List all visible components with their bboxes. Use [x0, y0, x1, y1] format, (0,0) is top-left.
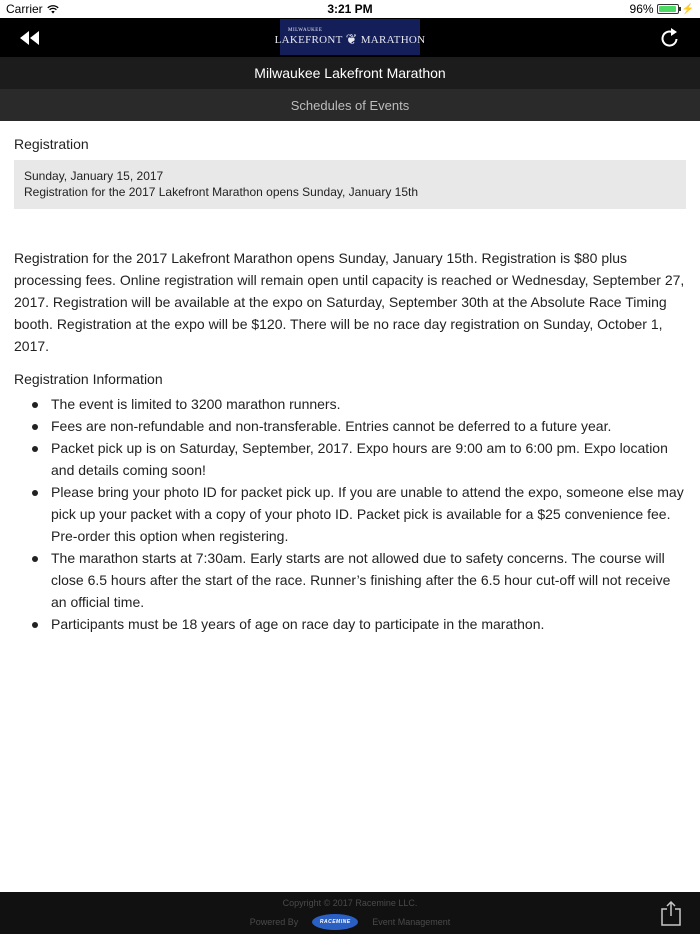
event-card — [14, 160, 686, 209]
bullet-icon — [32, 402, 38, 408]
info-list — [14, 393, 686, 635]
list-item — [14, 437, 686, 481]
list-item-text: The marathon starts at 7:30am. Early starts are not allowed due to safety concerns. The course will close 6.5 hours after the start of the race. Runner’s finishing after the 6.5 hour cut-off will not receive an official time. — [51, 550, 671, 610]
powered-by-label: Powered By — [249, 917, 299, 927]
share-icon — [660, 900, 682, 926]
clock: 3:21 PM — [327, 2, 373, 16]
bullet-icon — [32, 424, 38, 430]
share-button[interactable] — [660, 900, 682, 926]
logo-small-text: MILWAUKEE — [288, 28, 323, 33]
refresh-button[interactable] — [640, 18, 700, 57]
list-item-text: Packet pick up is on Saturday, September, 2017. Expo hours are 9:00 am to 6:00 pm. Expo location and details coming soon! — [51, 440, 668, 478]
charging-icon: ⚡ — [681, 3, 694, 15]
event-management-label: Event Management — [372, 917, 451, 927]
section-heading: Registration — [14, 136, 89, 152]
status-bar — [0, 0, 700, 18]
refresh-icon — [660, 27, 680, 49]
logo-right-text: MARATHON — [360, 34, 426, 46]
list-item-text: Fees are non-refundable and non-transferable. Entries cannot be deferred to a future year. — [51, 418, 612, 434]
list-item — [14, 393, 686, 415]
page-title: Milwaukee Lakefront Marathon — [0, 57, 700, 89]
battery-indicator — [630, 2, 694, 16]
bullet-icon — [32, 622, 38, 628]
list-item-text: The event is limited to 3200 marathon runners. — [51, 396, 341, 412]
bullet-icon — [32, 490, 38, 496]
marathon-logo — [274, 19, 426, 55]
page-subtitle: Schedules of Events — [0, 89, 700, 121]
event-date: Sunday, January 15, 2017 — [24, 169, 164, 183]
list-item-text: Please bring your photo ID for packet pick up. If you are unable to attend the expo, someone else may pick up your packet with a copy of your photo ID. Packet pick is available for a $25 convenience fee. Pre-order this option when registering. — [51, 484, 684, 544]
list-item-text: Participants must be 18 years of age on race day to participate in the marathon. — [51, 616, 545, 632]
event-summary: Registration for the 2017 Lakefront Marathon opens Sunday, January 15th — [24, 185, 419, 199]
footer — [0, 892, 700, 934]
nav-bar — [0, 18, 700, 57]
racemine-logo[interactable]: RACEMINE — [312, 914, 358, 930]
wings-icon: ❦ — [345, 32, 358, 48]
list-item — [14, 613, 686, 635]
rewind-icon — [18, 30, 42, 46]
battery-percent: 96% — [629, 2, 654, 16]
list-item — [14, 415, 686, 437]
event-description: Registration for the 2017 Lakefront Marathon opens Sunday, January 15th. Registration is $80 plus processing fees. Online registration will remain open until capacity is reached or Wednesday, September 27, 2017. Registration will be available at the expo on Saturday, September 30th at the Absolute Race Timing booth. Registration at the expo will be $120. There will be no race day registration on Sunday, October 1, 2017. — [14, 250, 685, 354]
bullet-icon — [32, 556, 38, 562]
list-item — [14, 547, 686, 613]
back-button[interactable] — [0, 18, 60, 57]
info-heading: Registration Information — [14, 371, 163, 387]
carrier-label: Carrier — [6, 2, 43, 16]
bullet-icon — [32, 446, 38, 452]
list-item — [14, 481, 686, 547]
main-content[interactable] — [0, 121, 700, 892]
copyright-text: Copyright © 2017 Racemine LLC. — [282, 898, 418, 908]
logo-left-text: LAKEFRONT — [274, 34, 343, 46]
powered-by — [0, 914, 700, 930]
battery-icon — [657, 4, 679, 14]
